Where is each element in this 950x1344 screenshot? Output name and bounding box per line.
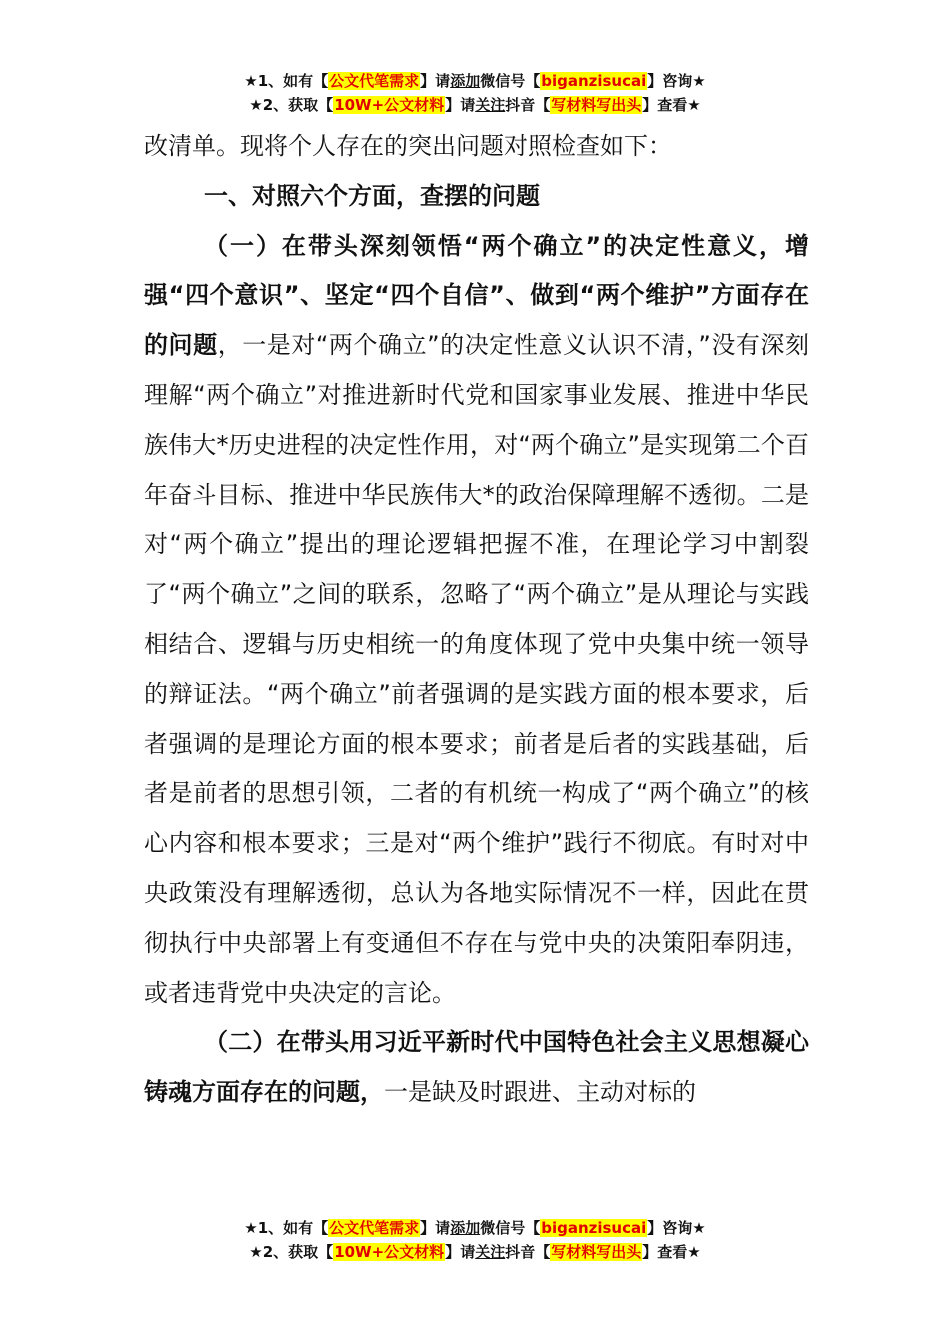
paragraph-section-2-heading: （二）在带头用习近平新时代中国特色社会主义思想凝心铸魂方面存在的问题， — [144, 1028, 809, 1107]
paragraph-section-1-text: ，一是对“两个确立”的决定性意义认识不清，”没有深刻理解“两个确立”对推进新时代党和国家事业发展、推进中华民族伟大*历史进程的决定性作用，对“两个确立”是实现第二个百年奋斗目标、推进中华民族伟大*的政治保障理解不透彻。二是对“两个确立”提出的理论逻辑把握不准，在理论学习中割裂了“两个确立”之间的联系，忽略了“两个确立”是从理论与实践相结合、逻辑与历史相统一的角度体现了党中央集中统一领导的辩证法。“两个确立”前者强调的是实践方面的根本要求，后者强调的是理论方面的根本要求；前者是后者的实践基础，后者是前者的思想引领，二者的有机统一构成了“两个确立”的核心内容和根本要求；三是对“两个维护”践行不彻底。有时对中央政策没有理解透彻，总认为各地实际情况不一样，因此在贯彻执行中央部署上有变通但不存在与党中央的决策阳奉阴违，或者违背党中央决定的言论。 — [144, 331, 809, 1007]
paragraph-section-2 — [144, 1018, 809, 1118]
document-body — [144, 122, 809, 1118]
paragraph-section-1 — [144, 222, 809, 1019]
promo-banner-line-2-top: ★2、获取【10W+公文材料】请关注抖音【写材料写出头】查看★ — [249, 96, 701, 114]
highlight-douyin-account: 写材料写出头 — [551, 96, 642, 114]
highlight-douyin-account: 写材料写出头 — [551, 1243, 642, 1261]
promo-banner-line-1-bottom: ★1、如有【公文代笔需求】请添加微信号【biganzisucai】咨询★ — [244, 1219, 706, 1237]
paragraph-section-1-heading: （一）在带头深刻领悟“两个确立”的决定性意义，增强“四个意识”、坚定“四个自信”、做到“两个维护”方面存在的问题 — [144, 231, 809, 360]
paragraph-section-2-text: 一是缺及时跟进、主动对标的 — [384, 1078, 696, 1107]
section-heading: 一、对照六个方面，查摆的问题 — [204, 181, 540, 210]
highlight-wechat-id: biganzisucai — [541, 72, 647, 90]
promo-banner-line-2-bottom: ★2、获取【10W+公文材料】请关注抖音【写材料写出头】查看★ — [249, 1243, 701, 1261]
promo-banner-line-1-top: ★1、如有【公文代笔需求】请添加微信号【biganzisucai】咨询★ — [244, 72, 706, 90]
highlight-materials: 10W+公文材料 — [334, 96, 445, 114]
highlight-materials: 10W+公文材料 — [334, 1243, 445, 1261]
highlight-wechat-id: biganzisucai — [541, 1219, 647, 1237]
highlight-writing-service: 公文代笔需求 — [329, 1219, 420, 1237]
highlight-writing-service: 公文代笔需求 — [329, 72, 420, 90]
paragraph-intro: 改清单。现将个人存在的突出问题对照检查如下： — [144, 132, 672, 160]
